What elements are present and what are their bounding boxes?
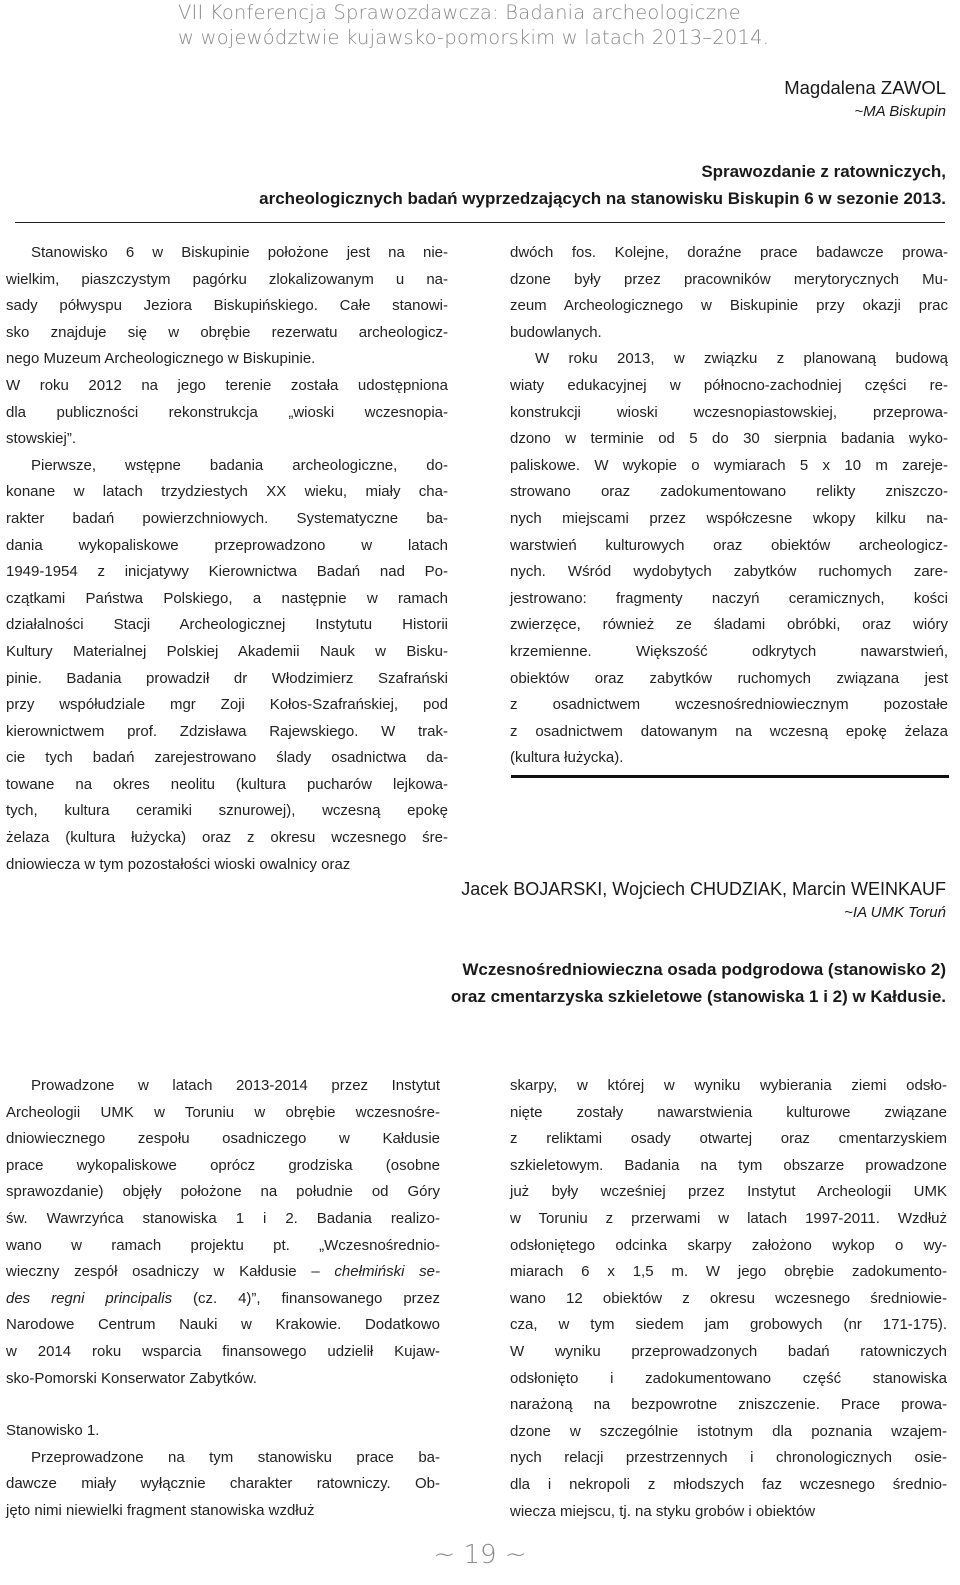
text-line: Stanowisko 1.: [6, 1422, 100, 1440]
article2-author-block: [461, 877, 946, 925]
text-line: krzemienne. Większość odkrytych nawarstwień,: [510, 642, 948, 660]
text-line: W wyniku przeprowadzonych badań ratowniczych: [510, 1342, 947, 1360]
text-line: Pierwsze, wstępne badania archeologiczne, do-: [31, 456, 448, 474]
text-line: konane w latach trzydziestych XX wieku, miały cha-: [6, 483, 448, 501]
text-line: czątkami Państwa Polskiego, a następnie w ramach: [6, 589, 448, 607]
text-line: warstwień kulturowych oraz obiektów archeologicz-: [510, 536, 948, 554]
text-line: zwierzęce, również ze śladami obróbki, oraz wióry: [510, 616, 948, 634]
text-line: z osadnictwem wczesnośredniowiecznym pozostałe: [510, 696, 948, 714]
text-line: wano w ramach projektu pt. „Wczesnośrednio-: [6, 1236, 440, 1254]
header-line-2: w województwie kujawsko-pomorskim w latach 2013–2014.: [178, 26, 770, 49]
text-line: kierownictwem prof. Zdzisława Rajewskiego. W trak-: [6, 722, 448, 740]
text-line: dzone były przez pracowników merytorycznych Mu-: [510, 270, 948, 288]
article2-title-line-2: oraz cmentarzyska szkieletowe (stanowiska 1 i 2) w Kałdusie.: [450, 987, 946, 1006]
text-line: już były wcześniej przez Instytut Archeologii UMK: [510, 1183, 947, 1201]
text-line: dawcze miały wyłącznie charakter ratowniczy. Ob-: [6, 1475, 440, 1493]
title-divider: [15, 222, 945, 223]
text-line: sprawozdanie) objęły położone na południe od Góry: [6, 1183, 440, 1201]
text-line: Narodowe Centrum Nauki w Krakowie. Dodatkowo: [6, 1316, 440, 1334]
article1-title-line-2: archeologicznych badań wyprzedzających na stanowisku Biskupin 6 w sezonie 2013.: [259, 189, 946, 208]
text-line: konstrukcji wioski wczesnopiastowskiej, przeprowa-: [510, 403, 948, 421]
text-line: wieczny zespół osadniczy w Kałdusie – chełmiński se-: [6, 1263, 440, 1281]
text-line: (kultura łużycka).: [510, 749, 624, 767]
text-line: W roku 2012 na jego terenie została udostępniona: [6, 376, 448, 394]
article1-author: Magdalena ZAWOL: [784, 77, 946, 98]
text-line: odsłonięto i zadokumentowano część stanowiska: [510, 1369, 947, 1387]
text-line: wano 12 obiektów z okresu wczesnego średniowie-: [510, 1289, 947, 1307]
text-line: działalności Stacji Archeologicznej Instytutu Historii: [6, 616, 448, 634]
article2-title: [451, 956, 946, 1010]
text-line: sko znajduje się w obrębie rezerwatu archeologicz-: [6, 323, 448, 341]
text-line: nych relacji przestrzennych i chronologicznych osie-: [510, 1449, 947, 1467]
text-line: stowskiej”.: [6, 430, 77, 448]
text-line: żelaza (kultura łużycka) oraz z okresu wczesnego śre-: [6, 829, 448, 847]
text-line: dzone w szczególnie istotnym dla poznania wzajem-: [510, 1422, 947, 1440]
text-line: dla publiczności rekonstrukcja „wioski wczesnopia-: [6, 403, 448, 421]
article1-author-block: [784, 76, 946, 124]
text-line: Przeprowadzone na tym stanowisku prace ba-: [31, 1448, 440, 1466]
text-line: cie tych badań zarejestrowano ślady osadnictwa da-: [6, 749, 448, 767]
text-line: dniowiecza w tym pozostałości wioski owalnicy oraz: [6, 855, 351, 873]
text-line: św. Wawrzyńca stanowiska 1 i 2. Badania realizo-: [6, 1209, 440, 1227]
text-line: Prowadzone w latach 2013-2014 przez Instytut: [31, 1077, 440, 1094]
text-line: dzono w terminie od 5 do 30 sierpnia badania wyko-: [510, 430, 948, 448]
text-line: W roku 2013, w związku z planowaną budową: [535, 350, 948, 368]
text-line: jęto nimi niewielki fragment stanowiska wzdłuż: [6, 1501, 315, 1519]
article1-affiliation: ~MA Biskupin: [854, 103, 946, 120]
text-line: Stanowisko 6 w Biskupinie położone jest na nie-: [31, 244, 448, 261]
text-line: dania wykopaliskowe przeprowadzono w latach: [6, 536, 448, 554]
text-line: 1949-1954 z inicjatywy Kierownictwa Badań nad Po-: [6, 563, 448, 581]
article2-authors: Jacek BOJARSKI, Wojciech CHUDZIAK, Marcin WEINKAUF: [461, 879, 946, 899]
text-line: wiaty edukacyjnej w północno-zachodniej części re-: [510, 376, 948, 394]
text-line: skarpy, w której w wyniku wybierania ziemi odsło-: [510, 1077, 947, 1094]
text-line: strowano oraz zadokumentowano relikty zniszczo-: [510, 483, 948, 501]
text-line: z osadnictwem datowanym na wczesną epokę żelaza: [510, 722, 948, 740]
text-line: z reliktami osady otwartej oraz cmentarzyskiem: [510, 1130, 947, 1148]
text-line: obiektów oraz zabytków ruchomych związana jest: [510, 669, 948, 687]
article2-title-line-1: Wczesnośredniowieczna osada podgrodowa (stanowisko 2): [462, 960, 946, 979]
article1-title: [259, 158, 946, 212]
text-line: odsłoniętego odcinka skarpy założono wykop o wy-: [510, 1236, 947, 1254]
article1-right-column: [510, 240, 948, 772]
text-line: cza, w tym siedem jam grobowych (nr 171-175).: [510, 1316, 947, 1334]
article2-affiliation: ~IA UMK Toruń: [844, 904, 946, 921]
text-line: wielkim, piaszczystym pagórku zlokalizowanym u na-: [6, 270, 448, 288]
text-line: nych. Wśród wydobytych zabytków ruchomych zare-: [510, 563, 948, 581]
header-line-1: VII Konferencja Sprawozdawcza: Badania archeologiczne: [178, 1, 741, 24]
text-line: jestrowano: fragmenty naczyń ceramicznych, kości: [510, 589, 948, 607]
text-line: paliskowe. W wykopie o wymiarach 5 x 10 m zareje-: [510, 456, 948, 474]
text-line: dniowiecznego zespołu osadniczego w Kałdusie: [6, 1130, 440, 1148]
text-line: dwóch fos. Kolejne, doraźne prace badawcze prowa-: [510, 244, 948, 261]
text-line: Kultury Materialnej Polskiej Akademii Nauk w Bisku-: [6, 642, 448, 660]
text-line: zeum Archeologicznego w Biskupinie przy okazji prac: [510, 297, 948, 315]
text-line: wiecza miejscu, tj. na styku grobów i obiektów: [510, 1502, 816, 1520]
text-line: sko-Pomorski Konserwator Zabytków.: [6, 1369, 257, 1387]
text-line: szkieletowym. Badania na tym obszarze prowadzone: [510, 1156, 947, 1174]
text-line: nych miejscami przez współczesne wkopy kilku na-: [510, 509, 948, 527]
article1-title-line-1: Sprawozdanie z ratowniczych,: [701, 162, 946, 181]
article1-left-column: [6, 240, 448, 878]
text-line: narażoną na bezpowrotne zniszczenie. Prace prowa-: [510, 1396, 947, 1414]
article2-right-column: [510, 1073, 947, 1525]
text-line: budowlanych.: [510, 323, 602, 341]
text-line: sady półwyspu Jeziora Biskupińskiego. Całe stanowi-: [6, 297, 448, 315]
text-line: rakter badań powierzchniowych. Systematyczne ba-: [6, 509, 448, 527]
text-line: w Toruniu z przerwami w latach 1997-2011. Wzdłuż: [510, 1209, 947, 1227]
text-line: tych, kultura ceramiki sznurowej), wczesną epokę: [6, 802, 448, 820]
text-line: miarach 6 x 1,5 m. W jego obrębie zadokumento-: [510, 1263, 947, 1281]
text-line: des regni principalis (cz. 4)”, finansowanego przez: [6, 1289, 440, 1307]
text-line: przy współudziale mgr Zoji Kołos-Szafrańskiej, pod: [6, 696, 448, 714]
text-line: w 2014 roku wsparcia finansowego udzielił Kujaw-: [6, 1342, 440, 1360]
text-line: nego Muzeum Archeologicznego w Biskupinie.: [6, 350, 316, 368]
article-end-rule: [511, 775, 949, 778]
text-line: towane na okres neolitu (kultura pucharów lejkowa-: [6, 775, 448, 793]
text-line: prace wykopaliskowe oprócz grodziska (osobne: [6, 1156, 440, 1174]
article2-left-column: [6, 1073, 440, 1525]
running-header: [178, 0, 818, 50]
text-line: Archeologii UMK w Toruniu w obrębie wczesnośre-: [6, 1103, 440, 1121]
page-number: ~ 19 ~: [433, 1540, 527, 1570]
text-line: nięte zostały nawarstwienia kulturowe związane: [510, 1103, 947, 1121]
text-line: dla i nekropoli z młodszych faz wczesnego średnio-: [510, 1475, 947, 1493]
text-line: pinie. Badania prowadził dr Włodzimierz Szafrański: [6, 669, 448, 687]
